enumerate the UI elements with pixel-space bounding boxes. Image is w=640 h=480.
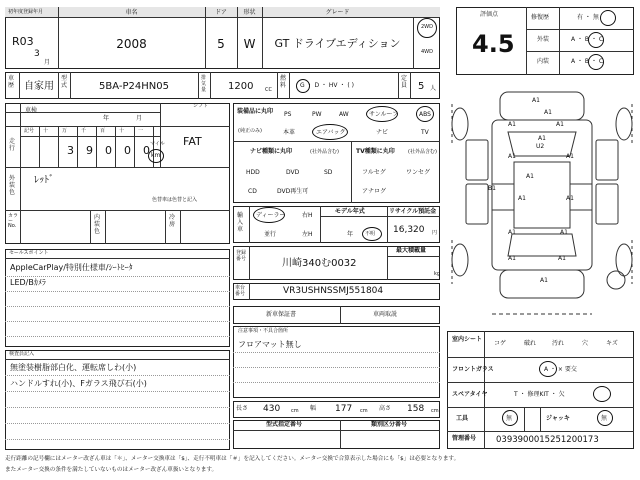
glass-options: A ・ × 要交	[544, 366, 577, 373]
jack-label: ジャッキ	[546, 415, 570, 422]
equip-label: 装備品に丸印	[237, 108, 274, 115]
cap-label: 定員	[401, 75, 408, 89]
recycle-fee: 16,320	[393, 225, 425, 235]
import-parallel: 並行	[264, 231, 277, 238]
nav-dvd-play: DVD再生可	[277, 188, 309, 195]
diagram-label: A1	[566, 195, 574, 202]
diagram-label: A1	[532, 97, 540, 104]
equip-tv: TV	[421, 129, 429, 136]
width-label: 幅	[310, 405, 317, 412]
equip-airbag: エアバック	[316, 129, 346, 136]
selling-point-1: AppleCarPlay/特別仕様車/ｼｰﾄﾋｰﾀ	[10, 263, 133, 272]
mileage-digit-2: 0	[105, 144, 112, 157]
drive-4wd: 4WD	[421, 49, 433, 55]
ext-color-value: ﾚｯﾄﾞ	[34, 175, 54, 186]
footer-line-2: またメーター交換の条件を満たしていないものはメーター改ざん車扱いとなります。	[5, 467, 218, 473]
tool-value: 無	[506, 415, 513, 422]
nav-cd: CD	[248, 188, 257, 195]
diagram-label: A1	[540, 277, 548, 284]
mileage-label: 走行	[9, 138, 16, 153]
cap-value: 5	[418, 81, 425, 92]
mileage-digit-1: 9	[86, 144, 93, 157]
nav-hdd: HDD	[246, 169, 260, 176]
ac-label: 冷房	[169, 214, 176, 229]
score-value: 4.5	[472, 30, 515, 58]
tv-fullseg: フルセグ	[362, 169, 386, 176]
mileage-divider	[39, 126, 40, 167]
first-reg-month: 3	[34, 49, 40, 59]
mileage-unit-5: 十	[119, 128, 125, 134]
mileage-divider	[134, 126, 135, 167]
length-unit: cm	[291, 408, 299, 414]
glass-label: フロントガラス	[452, 366, 494, 373]
height-label: 高さ	[379, 405, 392, 412]
seat-koge: コゲ	[494, 340, 507, 347]
vin-label: 車台番号	[235, 285, 246, 297]
model-label: 型式	[61, 75, 68, 89]
spare-label: スペアタイヤ	[452, 391, 488, 398]
type-label: 型式指定番号	[266, 421, 303, 428]
mileage-unit-0: 記号	[24, 128, 35, 134]
grade-label: グレード	[325, 9, 350, 16]
tv-oneseg: ワンセグ	[406, 169, 431, 176]
diagram-label: A1	[518, 195, 526, 202]
class-label: 類別区分番号	[371, 421, 408, 428]
width-value: 177	[335, 404, 353, 414]
tool-label: 工具	[456, 415, 469, 422]
equip-abs: ABS	[419, 111, 431, 118]
nav-label: ナビ種類に丸印	[250, 148, 293, 155]
mileage-digit-0: 3	[67, 144, 74, 157]
nav-note: (社外品含む)	[310, 149, 339, 155]
shape-value: W	[243, 37, 256, 51]
exterior-label: 外装	[537, 36, 550, 43]
first-reg-label: 初年度登録年月	[8, 9, 44, 15]
model-value: 5BA-P24HN05	[99, 81, 169, 92]
tv-note: (社外品含む)	[408, 149, 437, 155]
tv-label: TV種類に丸印	[356, 148, 395, 155]
month-unit: 月	[44, 59, 51, 66]
seat-ana: 穴	[582, 340, 589, 347]
interior-circle	[588, 54, 604, 70]
model-year-label: モデル年式	[335, 208, 365, 215]
inspection-year: 年	[103, 115, 110, 122]
mgmt-value: 0393900015251200173	[496, 435, 599, 445]
interior-label: 内装	[537, 58, 550, 65]
equip-aw: AW	[339, 111, 349, 118]
manual-label: 車両取説	[373, 311, 398, 318]
ext-color-label: 外装色	[9, 175, 16, 197]
mileage-unit-4: 百	[100, 128, 106, 134]
seat-label: 室内シート	[452, 336, 483, 343]
disp-label: 排気量	[201, 75, 207, 93]
equip-sub: (純正のみ)	[238, 128, 262, 134]
notes-value: フロアマット無し	[238, 340, 302, 349]
inspector-label: 検査員記入	[9, 351, 35, 357]
height-unit: cm	[431, 408, 439, 414]
cc-unit: CC	[265, 87, 272, 93]
drive-2wd: 2WD	[421, 24, 433, 30]
jack-value: 無	[601, 415, 608, 422]
car-name-label: 車名	[125, 9, 138, 16]
exterior-options: A ・ B ・ C	[571, 36, 604, 43]
diagram-label: A1	[566, 153, 574, 160]
diagram-label: A1	[556, 121, 564, 128]
int-color-label: 内装色	[94, 214, 101, 236]
vin-value: VR3USHNSSMJ551804	[283, 286, 384, 296]
shift-value: FAT	[183, 135, 202, 148]
reg-label: 車歴	[8, 75, 15, 89]
width-unit: cm	[360, 408, 368, 414]
model-year-unit: 年	[347, 231, 354, 238]
exterior-circle	[588, 32, 604, 48]
kg-unit: kg	[434, 271, 441, 277]
import-right: 右H	[302, 212, 313, 219]
mileage-divider	[77, 126, 78, 167]
repair-circle	[600, 10, 616, 26]
disp-value: 1200	[228, 81, 254, 92]
diagram-label: A1	[560, 229, 568, 236]
diagram-label: A1	[508, 255, 516, 262]
doors-label: ドア	[215, 9, 227, 16]
repair-label: 修復歴	[531, 14, 550, 21]
fuel-label: 燃料	[280, 75, 287, 89]
left-box	[5, 103, 230, 244]
plate-label: 登録番号	[236, 250, 247, 262]
mileage-digit-4: 0	[143, 144, 150, 157]
doors-value: 5	[217, 37, 225, 51]
yen-unit: 円	[432, 230, 438, 236]
equip-sunroof: サンルーフ	[369, 111, 399, 118]
seat-kizu: キズ	[606, 340, 618, 347]
import-left: 左H	[302, 231, 313, 238]
mile-unit: マイル	[150, 141, 165, 147]
car-name: 2008	[116, 37, 147, 51]
equip-ps: PS	[284, 111, 292, 118]
seat-yabure: 破れ	[524, 340, 537, 347]
plate-value: 川崎340む0032	[282, 258, 357, 269]
diagram-label: A1	[538, 135, 546, 142]
first-reg-era: R03	[12, 35, 34, 48]
inspector-note-2: ハンドルすれ(小)、Fガラス飛び石(小)	[10, 379, 147, 388]
seat-yogore: 汚れ	[552, 340, 565, 347]
selling-point-2: LED/Bｶﾒﾗ	[10, 278, 46, 287]
warranty-label: 新車保証書	[266, 311, 297, 318]
km-unit: km	[151, 152, 161, 159]
grade-value: GT ドライブエディション	[274, 37, 401, 50]
diagram-label: A1	[508, 121, 516, 128]
cap-unit: 人	[430, 85, 437, 92]
mgmt-label: 管理番号	[452, 435, 477, 442]
notes-box	[233, 326, 440, 398]
spare-options: T ・ 修理KIT ・ 欠	[514, 391, 565, 398]
mileage-unit-6: 一	[138, 128, 144, 134]
import-dealer: ディーラー	[256, 212, 286, 219]
inspector-note-1: 無塗装樹脂部白化、運転席しわ(小)	[10, 363, 137, 372]
car-damage-diagram	[448, 84, 636, 324]
recycle-fee-label: リサイクル預託金	[389, 208, 437, 215]
notes-label: 注意事項・不具合箇所	[238, 328, 289, 334]
mileage-divider	[115, 126, 116, 167]
selling-points-label: セールスポイント	[9, 250, 49, 256]
score-label: 評価点	[480, 11, 499, 18]
inspection-month: 月	[136, 115, 143, 122]
diagram-label: B1	[488, 185, 496, 192]
diagram-label: A1	[558, 255, 566, 262]
shift-label: シフト	[193, 103, 209, 109]
shape-label: 形状	[243, 9, 256, 16]
tv-analog: アナログ	[362, 188, 387, 195]
model-year-unknown: 不明	[365, 231, 376, 237]
equip-pw: PW	[312, 111, 322, 118]
max-load-label: 最大積載量	[396, 247, 427, 254]
mileage-divider	[96, 126, 97, 167]
diagram-label: A1	[508, 229, 516, 236]
diagram-label: U2	[536, 143, 545, 150]
nav-sd: SD	[324, 169, 333, 176]
footer-line-1: 走行距離の記号欄にはメーター改ざん車は「＊」、メーター交換車は「$」、走行不明車は「＃」を記入してください。メーター交換で合算表示した場合にも「$」は必要となります。	[5, 456, 460, 462]
fuel-options: G ・ D ・ HV ・ ( )	[300, 82, 354, 89]
nav-dvd: DVD	[286, 169, 300, 176]
color-no-label: カラーNo.	[8, 213, 19, 229]
length-value: 430	[263, 404, 281, 414]
reg-value: 自家用	[24, 81, 54, 92]
length-label: 長さ	[236, 405, 249, 412]
height-value: 158	[407, 404, 425, 414]
repair-options: 有 ・ 無	[577, 14, 599, 21]
type-box	[233, 420, 440, 449]
import-label: 輸入車	[237, 212, 244, 234]
diagram-label: A1	[544, 109, 552, 116]
inspection-label: 車検	[25, 107, 38, 114]
mileage-digit-3: 0	[124, 144, 131, 157]
mileage-divider	[58, 126, 59, 167]
equip-leather: 本革	[283, 129, 296, 136]
color-note: 色替車は色替と記入	[152, 197, 198, 203]
diagram-label: A1	[526, 173, 534, 180]
mileage-unit-1: 十	[43, 128, 49, 134]
spare-circle	[593, 386, 611, 402]
mileage-unit-3: 千	[81, 128, 87, 134]
equip-navi: ナビ	[376, 129, 389, 136]
mileage-unit-2: 万	[62, 128, 68, 134]
interior-options: A ・ B ・ C	[571, 58, 604, 65]
warranty-box	[233, 306, 440, 324]
diagram-label: A1	[508, 153, 516, 160]
